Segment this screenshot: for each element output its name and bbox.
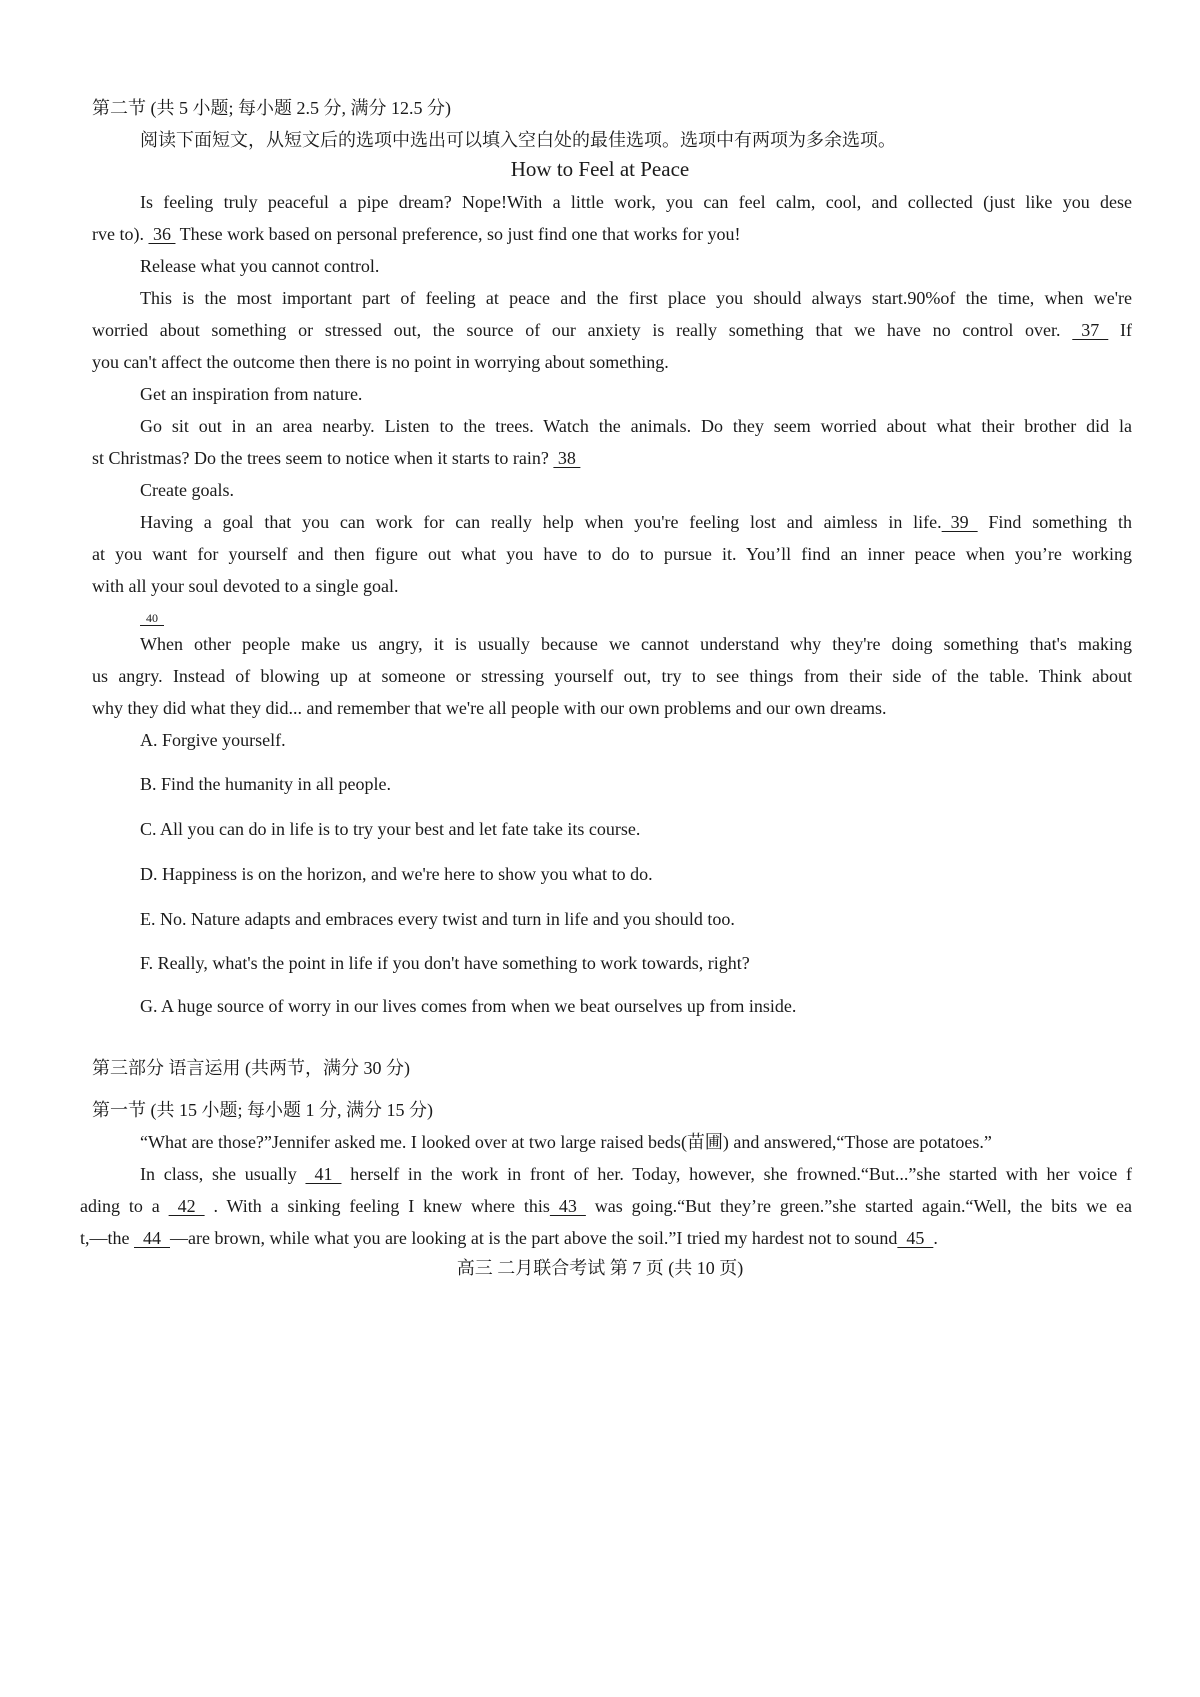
text-span: was going.“But they’re green.”she started again.“Well, the bits we ea (585, 1196, 1132, 1216)
part3-heading: 第三部分 语言运用 (共两节，满分 30 分) (92, 1058, 410, 1078)
text-span: Having a goal that you can work for can really help when you're feeling lost and aimless in life. (140, 512, 942, 532)
cloze-line (80, 1194, 1132, 1218)
passage-line (92, 222, 1132, 246)
blank-44: 44 (134, 1228, 170, 1248)
text-span: worried about something or stressed out, the source of our anxiety is really something that we have no control over. (92, 320, 1073, 340)
blank-38: 38 (553, 448, 581, 468)
text-span: ading to a (80, 1196, 169, 1216)
text-span: st Christmas? Do the trees seem to notice when it starts to rain? (92, 448, 554, 468)
text-span: Find something th (977, 512, 1133, 532)
passage-line (92, 318, 1132, 342)
text-span: . (933, 1228, 938, 1248)
text-span: If (1108, 320, 1132, 340)
subheading-goals: Create goals. (140, 480, 234, 500)
passage-line: at you want for yourself and then figure out what you have to do to pursue it. You’ll find an inner peace when you’re working (92, 544, 1132, 564)
section2-instruction: 阅读下面短文，从短文后的选项中选出可以填入空白处的最佳选项。选项中有两项为多余选项。 (140, 130, 896, 150)
part3-subheading: 第一节 (共 15 小题; 每小题 1 分, 满分 15 分) (92, 1100, 433, 1120)
passage-line: Go sit out in an area nearby. Listen to the trees. Watch the animals. Do they seem worried about what their brother did la (140, 416, 1132, 436)
cloze-line (140, 1162, 1132, 1186)
passage-title: How to Feel at Peace (510, 157, 690, 181)
blank-42: 42 (168, 1196, 205, 1216)
passage-line: When other people make us angry, it is usually because we cannot understand why they're doing something that's making (140, 634, 1132, 654)
text-span: In class, she usually (140, 1164, 306, 1184)
option-e: E. No. Nature adapts and embraces every twist and turn in life and you should too. (140, 909, 735, 929)
text-span: —are brown, while what you are looking at is the part above the soil.”I tried my hardest not to sound (170, 1228, 898, 1248)
blank-37: 37 (1072, 320, 1109, 340)
blank-40: 40 (140, 611, 164, 625)
option-g: G. A huge source of worry in our lives comes from when we beat ourselves up from inside. (140, 996, 797, 1016)
subheading-nature: Get an inspiration from nature. (140, 384, 363, 404)
blank-43: 43 (549, 1196, 586, 1216)
cloze-line (80, 1226, 1132, 1250)
option-f: F. Really, what's the point in life if you don't have something to work towards, right? (140, 953, 750, 973)
passage-line (140, 510, 1132, 534)
blank-40-line (140, 604, 1132, 630)
text-span: rve to). (92, 224, 149, 244)
text-span: These work based on personal preference, so just find one that works for you! (175, 224, 741, 244)
option-a: A. Forgive yourself. (140, 730, 286, 750)
section2-heading: 第二节 (共 5 小题; 每小题 2.5 分, 满分 12.5 分) (92, 98, 451, 118)
passage-line: us angry. Instead of blowing up at someone or stressing yourself out, try to see things from their side of the table. Think about (92, 666, 1132, 686)
blank-45: 45 (897, 1228, 934, 1248)
blank-41: 41 (305, 1164, 342, 1184)
blank-39: 39 (941, 512, 978, 532)
cloze-line: “What are those?”Jennifer asked me. I looked over at two large raised beds(苗圃) and answered,“Those are potatoes.” (140, 1132, 992, 1152)
passage-line: Is feeling truly peaceful a pipe dream? Nope!With a little work, you can feel calm, cool, and collected (just like you dese (140, 192, 1132, 212)
passage-line: This is the most important part of feeling at peace and the first place you should always start.90%of the time, when we're (140, 288, 1132, 308)
passage-line: you can't affect the outcome then there is no point in worrying about something. (92, 352, 669, 372)
subheading-release: Release what you cannot control. (140, 256, 380, 276)
text-span: t,—the (80, 1228, 134, 1248)
page-footer: 高三 二月联合考试 第 7 页 (共 10 页) (456, 1258, 744, 1278)
option-d: D. Happiness is on the horizon, and we're here to show you what to do. (140, 864, 653, 884)
text-span: herself in the work in front of her. Today, however, she frowned.“But...”she started with her voice f (341, 1164, 1132, 1184)
passage-line (92, 446, 1132, 470)
passage-line: with all your soul devoted to a single goal. (92, 576, 399, 596)
text-span: . With a sinking feeling I knew where this (204, 1196, 550, 1216)
option-b: B. Find the humanity in all people. (140, 774, 391, 794)
blank-36: 36 (148, 224, 176, 244)
passage-line: why they did what they did... and remember that we're all people with our own problems and our own dreams. (92, 698, 887, 718)
option-c: C. All you can do in life is to try your best and let fate take its course. (140, 819, 641, 839)
